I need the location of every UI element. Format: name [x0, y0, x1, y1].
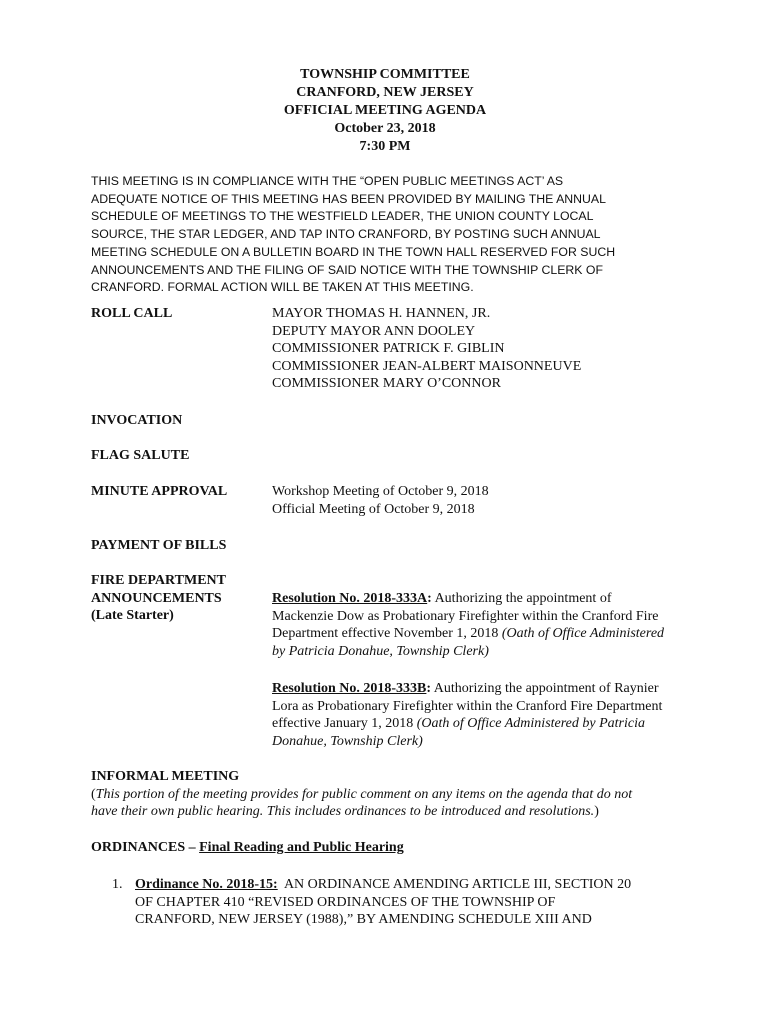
ordinance-text: CRANFORD, NEW JERSEY (1988),” BY AMENDING SCHEDULE XIII AND — [135, 912, 592, 927]
minutes-official: Official Meeting of October 9, 2018 — [272, 501, 475, 517]
flag-salute-label: FLAG SALUTE — [91, 448, 190, 463]
notice-line: CRANFORD. FORMAL ACTION WILL BE TAKEN AT THIS MEETING. — [91, 280, 474, 295]
informal-meeting-label: INFORMAL MEETING — [91, 769, 240, 784]
ordinance-item-number: 1. — [112, 877, 123, 892]
notice-line: ADEQUATE NOTICE OF THIS MEETING HAS BEEN PROVIDED BY MAILING THE ANNUAL — [91, 191, 606, 206]
minutes-workshop: Workshop Meeting of October 9, 2018 — [272, 484, 489, 499]
resolution-oath-note: by Patricia Donahue, Township Clerk) — [272, 643, 489, 659]
ordinance-text: OF CHAPTER 410 “REVISED ORDINANCES OF THE TOWNSHIP OF — [135, 894, 556, 910]
resolution-text: Authorizing the appointment of — [431, 591, 612, 606]
ordinance-text: AN ORDINANCE AMENDING ARTICLE III, SECTION 20 — [277, 877, 632, 892]
ordinances-heading-subtitle: Final Reading and Public Hearing — [199, 840, 404, 855]
header-municipality: CRANFORD, NEW JERSEY — [296, 85, 474, 100]
resolution-text: Authorizing the appointment of Raynier — [431, 681, 659, 696]
ordinances-heading — [91, 839, 404, 857]
invocation-label: INVOCATION — [91, 413, 183, 428]
resolution-2018-333b — [272, 680, 712, 750]
resolution-2018-333a — [272, 590, 712, 660]
member-mayor: MAYOR THOMAS H. HANNEN, JR. — [272, 306, 491, 321]
member-commissioner: COMMISSIONER MARY O’CONNOR — [272, 376, 501, 391]
member-commissioner: COMMISSIONER JEAN-ALBERT MAISONNEUVE — [272, 358, 582, 374]
ordinance-item-body — [135, 876, 631, 929]
resolution-colon: : — [426, 681, 432, 696]
informal-close-paren: ) — [594, 804, 599, 819]
notice-line: ANNOUNCEMENTS AND THE FILING OF SAID NOTICE WITH THE TOWNSHIP CLERK OF — [91, 262, 603, 277]
informal-description: This portion of the meeting provides for public comment on any items on the agenda that do not — [95, 786, 633, 802]
fire-department-label-line: (Late Starter) — [91, 608, 174, 623]
informal-open-paren: ( — [91, 786, 96, 802]
informal-meeting-section — [91, 768, 711, 821]
payment-of-bills-label: PAYMENT OF BILLS — [91, 538, 227, 553]
fire-department-label-line: ANNOUNCEMENTS — [91, 590, 222, 606]
header-title: TOWNSHIP COMMITTEE — [300, 67, 470, 82]
informal-description: have their own public hearing. This includes ordinances to be introduced and resolutions. — [91, 804, 595, 819]
roll-call-label: ROLL CALL — [91, 306, 173, 321]
resolution-text: effective January 1, 2018 — [272, 716, 417, 731]
resolution-oath-note: (Oath of Office Administered by Patricia — [416, 716, 645, 731]
notice-line: SCHEDULE OF MEETINGS TO THE WESTFIELD LEADER, THE UNION COUNTY LOCAL — [91, 209, 594, 224]
agenda-header — [0, 66, 770, 156]
fire-department-label-line: FIRE DEPARTMENT — [91, 573, 226, 588]
resolution-oath-note: Donahue, Township Clerk) — [272, 733, 423, 749]
resolution-colon: : — [427, 591, 432, 606]
resolution-text: Mackenzie Dow as Probationary Firefighter within the Cranford Fire — [272, 608, 659, 624]
minute-approval-items — [272, 483, 489, 518]
resolution-number: Resolution No. 2018-333A — [272, 591, 428, 606]
member-commissioner: COMMISSIONER PATRICK F. GIBLIN — [272, 341, 505, 356]
resolution-text: Lora as Probationary Firefighter within the Cranford Fire Department — [272, 698, 663, 714]
ordinances-heading-prefix: ORDINANCES – — [91, 840, 200, 855]
member-deputy-mayor: DEPUTY MAYOR ANN DOOLEY — [272, 323, 476, 339]
roll-call-members — [272, 305, 581, 393]
ordinance-number: Ordinance No. 2018-15: — [135, 877, 278, 892]
notice-line: MEETING SCHEDULE ON A BULLETIN BOARD IN THE TOWN HALL RESERVED FOR SUCH — [91, 244, 616, 259]
resolution-text: Department effective November 1, 2018 — [272, 626, 502, 641]
notice-line: THIS MEETING IS IN COMPLIANCE WITH THE “OPEN PUBLIC MEETINGS ACT’ AS — [91, 174, 564, 188]
resolution-oath-note: (Oath of Office Administered — [501, 626, 665, 641]
header-document-type: OFFICIAL MEETING AGENDA — [283, 103, 487, 118]
minute-approval-label: MINUTE APPROVAL — [91, 484, 228, 499]
compliance-notice — [91, 173, 691, 297]
resolution-number: Resolution No. 2018-333B — [272, 681, 427, 696]
header-date: October 23, 2018 — [334, 121, 436, 136]
notice-line: SOURCE, THE STAR LEDGER, AND TAP INTO CRANFORD, BY POSTING SUCH ANNUAL — [91, 227, 601, 242]
fire-department-label — [91, 572, 226, 625]
header-time: 7:30 PM — [359, 139, 411, 154]
